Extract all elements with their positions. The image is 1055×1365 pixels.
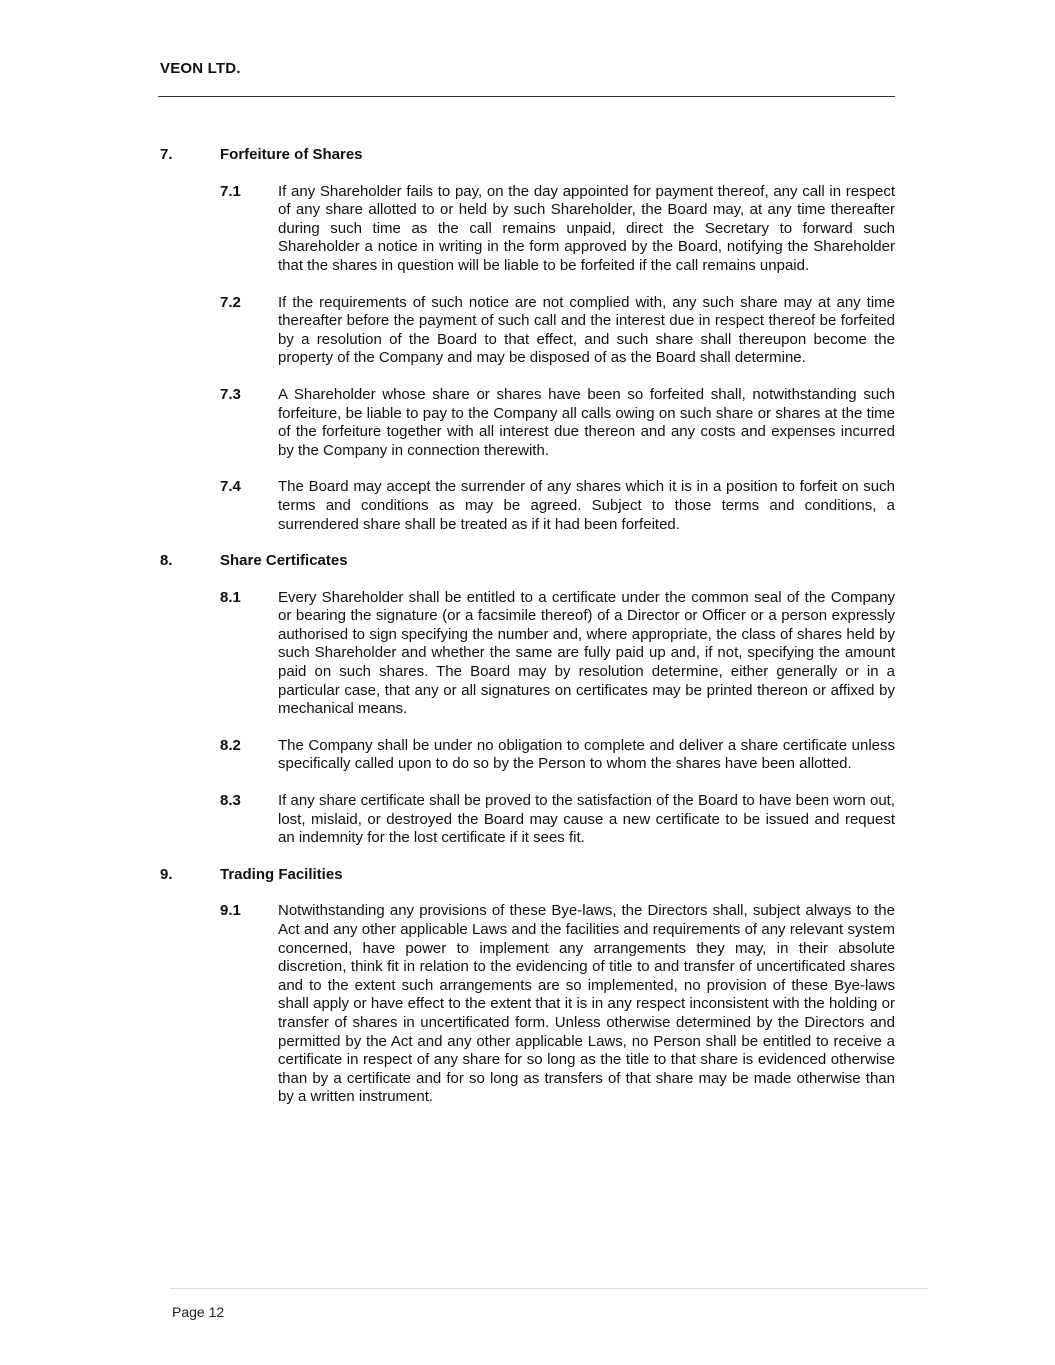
clause-7-1 xyxy=(220,183,895,276)
section-heading xyxy=(160,552,895,571)
section-number: 9. xyxy=(160,865,173,883)
section-trading-facilities xyxy=(160,866,895,1107)
clause-text: A Shareholder whose share or shares have been so forfeited shall, notwithstanding such forfeiture, be liable to pay to the Company all calls owing on such share or shares at the time of the forfeiture together with all interest due thereon and any costs and expenses incurred by the Company in connection therewith. xyxy=(278,385,895,459)
section-number: 8. xyxy=(160,552,173,570)
clause-7-2 xyxy=(220,294,895,368)
clause-text: The Company shall be under no obligation to complete and deliver a share certificate unless specifically called upon to do so by the Person to whom the shares have been allotted. xyxy=(278,736,895,773)
section-title: Share Certificates xyxy=(220,552,348,570)
section-number: 7. xyxy=(160,146,173,163)
clause-number: 8.1 xyxy=(220,588,241,606)
clause-number: 7.3 xyxy=(220,385,241,403)
clause-text: Every Shareholder shall be entitled to a certificate under the common seal of the Company or bearing the signature (or a facsimile thereof) of a Director or Officer or a person expressly authorised to sign specifying the number and, where appropriate, the class of shares held by such Shareholder and whether the same are fully paid up and, if not, specifying the amount paid on such shares. The Board may by resolution determine, either generally or in a particular case, that any or all signatures on certificates may be printed thereon or affixed by mechanical means. xyxy=(278,588,895,718)
section-share-certificates xyxy=(160,552,895,848)
clause-text: If any share certificate shall be proved to the satisfaction of the Board to have been worn out, lost, mislaid, or destroyed the Board may cause a new certificate to be issued and request an indemnity for the lost certificate if it sees fit. xyxy=(278,792,895,847)
header-divider xyxy=(158,96,895,97)
clause-number: 8.3 xyxy=(220,792,241,810)
clause-number: 7.1 xyxy=(220,182,241,200)
section-title: Trading Facilities xyxy=(220,865,343,883)
clause-8-3 xyxy=(220,792,895,848)
section-heading xyxy=(160,866,895,885)
clause-text: The Board may accept the surrender of any shares which it is in a position to forfeit on such terms and conditions as may be agreed. Subject to those terms and conditions, a surrendered share shall be treated as if it had been forfeited. xyxy=(278,478,895,533)
footer-divider xyxy=(170,1288,928,1289)
clause-number: 7.2 xyxy=(220,293,241,311)
clause-number: 9.1 xyxy=(220,902,241,920)
section-heading xyxy=(160,146,895,165)
clause-text: If the requirements of such notice are not complied with, any such share may at any time thereafter before the payment of such call and the interest due in respect thereof be forfeited by a resolution of the Board to that effect, and such share shall thereupon become the property of the Company and may be disposed of as the Board shall determine. xyxy=(278,293,895,367)
clause-number: 7.4 xyxy=(220,478,241,496)
clause-text: If any Shareholder fails to pay, on the day appointed for payment thereof, any call in respect of any share allotted to or held by such Shareholder, the Board may, at any time thereafter during such time as the call remains unpaid, direct the Secretary to forward such Shareholder a notice in writing in the form approved by the Board, notifying the Shareholder that the shares in question will be liable to be forfeited if the call remains unpaid. xyxy=(278,182,895,274)
clause-7-4 xyxy=(220,478,895,534)
clause-8-1 xyxy=(220,589,895,719)
document-header-company: VEON LTD. xyxy=(160,60,241,77)
clause-9-1 xyxy=(220,902,895,1107)
section-title: Forfeiture of Shares xyxy=(220,146,363,163)
clause-8-2 xyxy=(220,737,895,774)
document-body xyxy=(160,146,895,1125)
page-number: Page 12 xyxy=(172,1304,225,1320)
clause-number: 8.2 xyxy=(220,736,241,754)
clause-text: Notwithstanding any provisions of these Bye-laws, the Directors shall, subject always to the Act and any other applicable Laws and the facilities and requirements of any relevant system concerned, have power to implement any arrangements they may, in their absolute discretion, think fit in relation to the evidencing of title to and transfer of uncertificated shares and to the extent such arrangements are so implemented, no provision of these Bye-laws shall apply or have effect to the extent that it is in any respect inconsistent with the holding or transfer of shares in uncertificated form. Unless otherwise determined by the Directors and permitted by the Act and any other applicable Laws, no Person shall be entitled to receive a certificate in respect of any share for so long as the title to that share is evidenced otherwise than by a certificate and for so long as transfers of that share may be made otherwise than by a written instrument. xyxy=(278,902,895,1106)
section-forfeiture-of-shares xyxy=(160,146,895,534)
clause-7-3 xyxy=(220,386,895,460)
